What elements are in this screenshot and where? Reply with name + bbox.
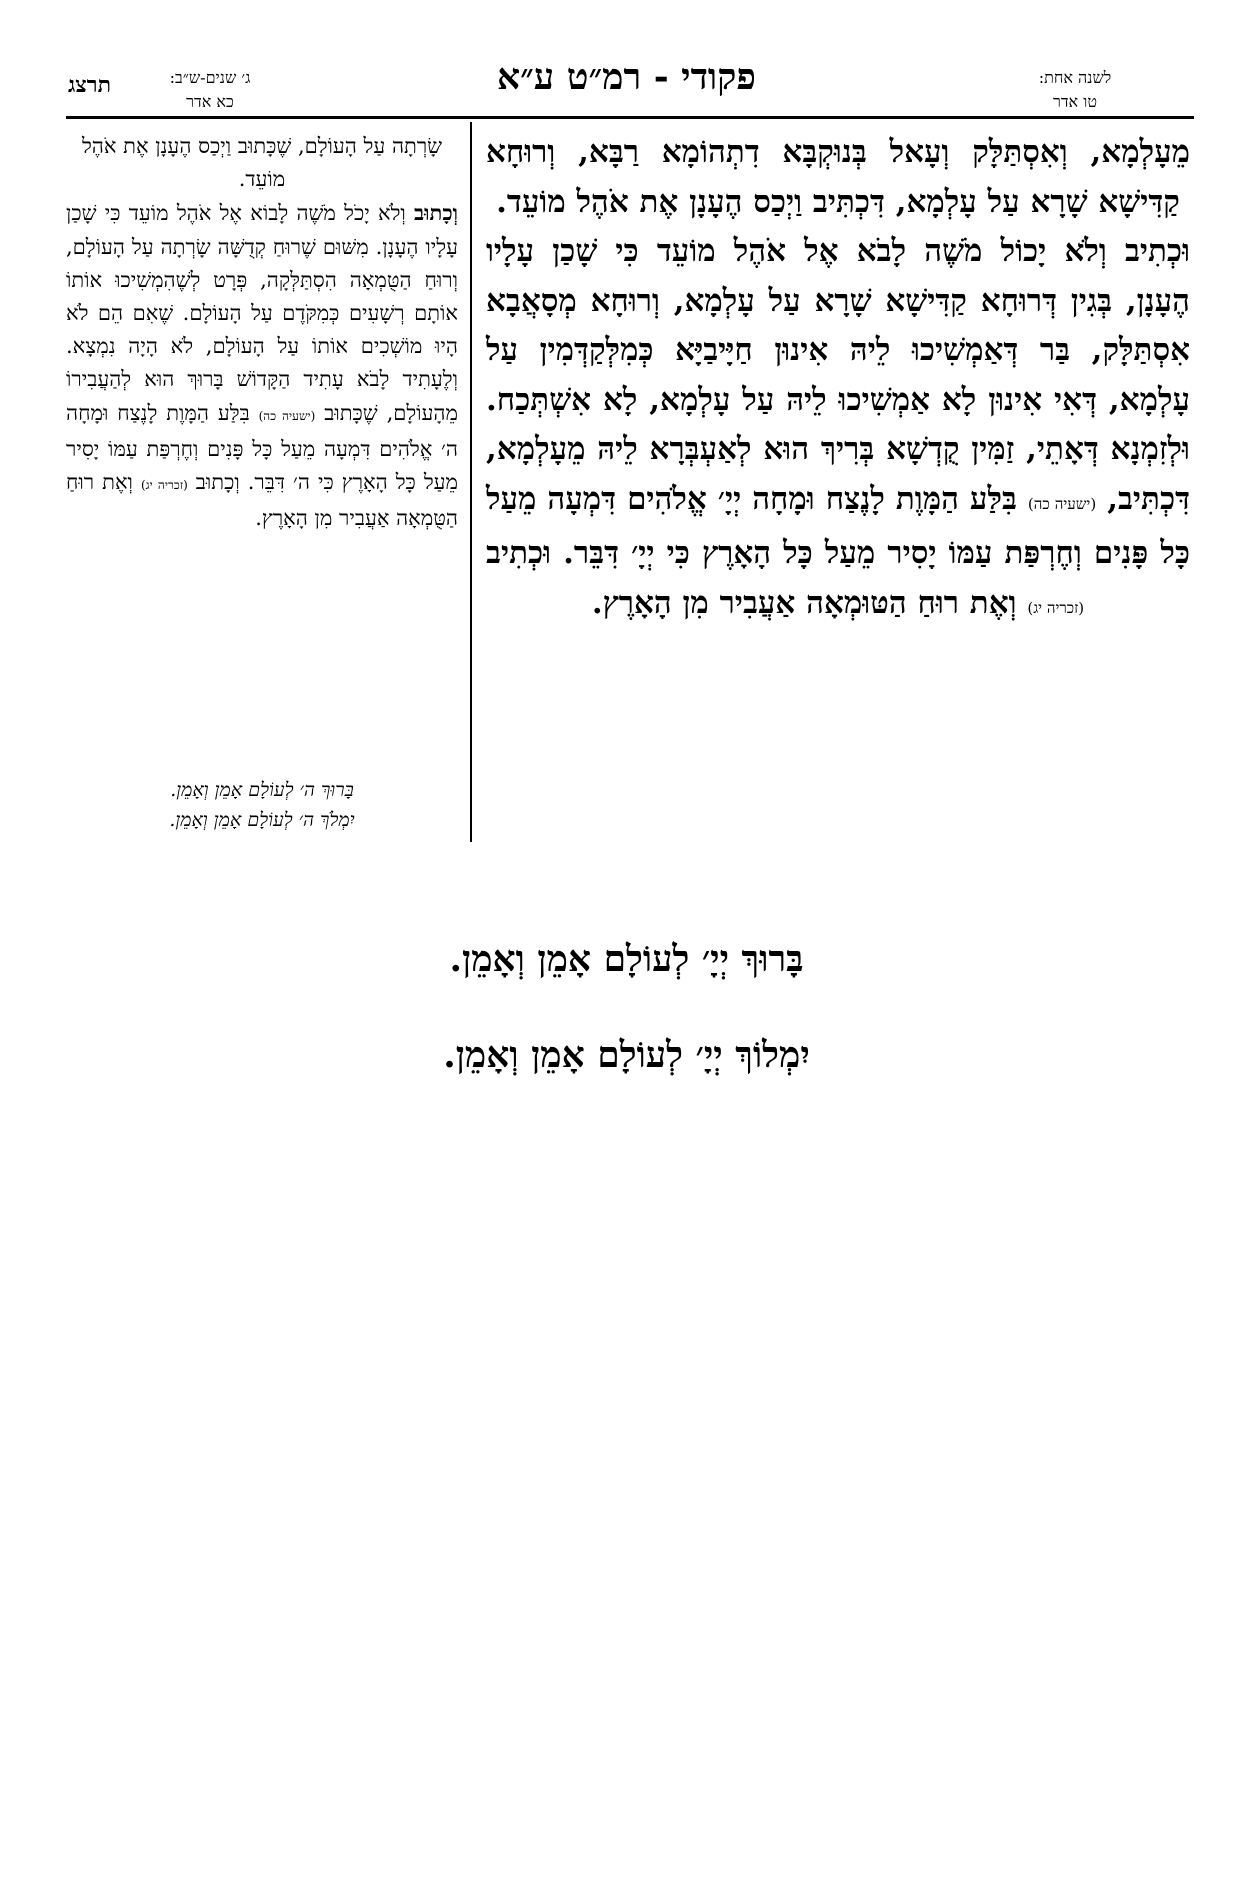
schedule-date: כא אדר <box>186 92 234 111</box>
translation-span: וְאֶת רוּחַ הַטֻּמְאָה אַעֲבִיר מִן הָאָרֶץ. <box>66 470 458 531</box>
main-text-span: בִּלַּע הַמָּוֶת לָנֶצַח וּמָחָה יְיָ׳ אֱלֹהִים דִּמְעָה מֵעַל כָּל פָּנִים וְחֶרְפַּת עַמּוֹ יָסִיר מֵעַל כָּל הָאָרֶץ כִּי יְיָ׳ דִּבֵּר. וּכְתִיב <box>486 480 1190 571</box>
column-divider <box>470 122 472 842</box>
schedule-one-year <box>1010 66 1140 114</box>
page-title: פקודי - רמ״ט ע״א <box>497 56 756 98</box>
main-text-span: וְאֶת רוּחַ הַטּוּמְאָה אַעֲבִיר מִן הָאָרֶץ. <box>591 584 1017 621</box>
main-text-column <box>486 128 1190 633</box>
main-paragraph <box>486 128 1190 227</box>
verse-reference: (זכריה יג) <box>1027 598 1085 617</box>
header-rule <box>66 116 1194 119</box>
blessing-line: יִמְלֹךְ ה׳ לְעוֹלָם אָמֵן וְאָמֵן. <box>169 809 355 831</box>
translation-paragraph <box>66 196 458 535</box>
closing-blessing-2: יִמְלוֹךְ יְיָ׳ לְעוֹלָם אָמֵן וְאָמֵן. <box>443 1034 810 1076</box>
translation-paragraph <box>66 130 458 196</box>
main-text-span: וּכְתִיב וְלֹא יָכוֹל מֹשֶׁה לָבֹא אֶל אֹהֶל מוֹעֵד כִּי שָׁכַן עָלָיו הֶעָנָן, בְּגִין דְּרוּחָא קַדִּישָׁא שָׁרָא עַל עָלְמָא, וְרוּחָא מְסָאֲבָא אִסְתַּלָּק, בַּר דְּאַמְשִׁיכוּ לֵיהּ אִינוּן חַיָּיבַיָּא כְּמִלְּקַדְּמִין עַל עָלְמָא, דְּאִי אִינוּן לָא אַמְשִׁיכוּ לֵיהּ עַל עָלְמָא, לָא אִשְׁתְּכַח. וּלְזִמְנָא דְּאָתֵי, זַמִּין קֻדְשָׁא בְּרִיךְ הוּא לְאַעְבְּרָא לֵיהּ מֵעָלְמָא, דִּכְתִּיב, <box>486 233 1191 517</box>
translation-span: שָׂרְתָה עַל הָעוֹלָם, שֶׁכָּתוּב וַיְכַס הֶעָנָן אֶת אֹהֶל מוֹעֵד. <box>81 134 443 192</box>
blessing-line: בָּרוּךְ ה׳ לְעוֹלָם אָמֵן וְאָמֵן. <box>170 779 354 801</box>
translation-column <box>66 130 458 535</box>
translation-span: וְלֹא יָכֹל מֹשֶׁה לָבוֹא אֶל אֹהֶל מוֹעֵד כִּי שָׁכַן עָלָיו הֶעָנָן. מִשּׁוּם שֶׁרוּחַ קְדֻשָּׁה שָׂרְתָה עַל הָעוֹלָם, וְרוּחַ הַטֻּמְאָה הִסְתַּלְּקָה, פְּרָט לְשֶׁהִמְשִׁיכוּ אוֹתוֹ אוֹתָם רְשָׁעִים כְּמִקֹּדֶם עַל הָעוֹלָם. שֶׁאִם הֵם לֹא הָיוּ מוֹשְׁכִים אוֹתוֹ עַל הָעוֹלָם, לֹא הָיָה נִמְצָא. וְלֶעָתִיד לָבֹא עָתִיד הַקָּדוֹשׁ בָּרוּךְ הוּא לְהַעֲבִירוֹ מֵהָעוֹלָם, שֶׁכָּתוּב <box>66 201 458 425</box>
schedule-three-years <box>140 66 280 114</box>
translation-span: בִּלַּע הַמָּוֶת לָנֶצַח וּמָחָה ה׳ אֱלֹהִים דִּמְעָה מֵעַל כָּל פָּנִים וְחֶרְפַּת עַמּוֹ יָסִיר מֵעַל כָּל הָאָרֶץ כִּי ה׳ דִּבֵּר. וְכָתוּב <box>66 400 458 495</box>
verse-reference: (זכריה יג) <box>140 478 188 493</box>
closing-blessing-1: בָּרוּךְ יְיָ׳ לְעוֹלָם אָמֵן וְאָמֵן. <box>449 938 804 980</box>
keyword: וְכָתוּב <box>414 200 458 226</box>
schedule-label: ג׳ שנים-ש״ב: <box>169 68 251 87</box>
main-text-span: מֵעָלְמָא, וְאִסְתַּלָּק וְעָאל בְּנוּקְבָּא דִתְהוֹמָא רַבָּא, וְרוּחָא קַדִּישָׁא שָׁרָא עַל עָלְמָא, דִּכְתִּיב וַיְכַס הֶעָנָן אֶת אֹהֶל מוֹעֵד. <box>486 134 1190 220</box>
translation-blessings <box>66 775 458 835</box>
main-paragraph <box>486 227 1190 633</box>
verse-reference: (ישעיה כה) <box>258 408 316 423</box>
verse-reference: (ישעיה כה) <box>1027 494 1097 513</box>
schedule-date: טו אדר <box>1053 92 1097 111</box>
schedule-label: לשנה אחת: <box>1038 68 1112 87</box>
page-number: תרצג <box>68 72 112 98</box>
